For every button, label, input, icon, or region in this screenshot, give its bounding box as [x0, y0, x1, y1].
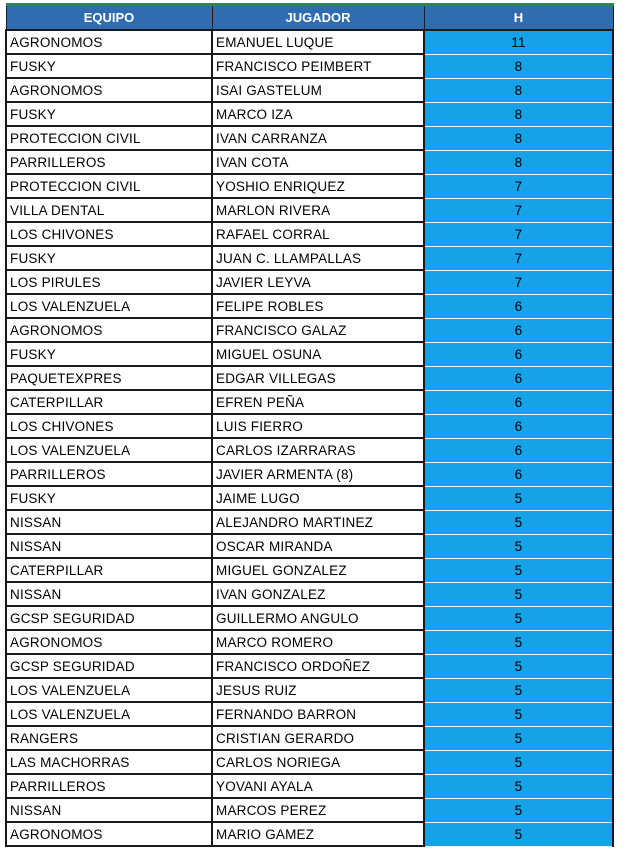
table-row — [6, 582, 613, 606]
cell-h[interactable]: 5 — [424, 558, 613, 582]
cell-jugador[interactable]: CRISTIAN GERARDO — [212, 726, 424, 750]
cell-jugador[interactable]: JESUS RUIZ — [212, 678, 424, 702]
table-row — [6, 390, 613, 414]
cell-equipo[interactable]: LAS MACHORRAS — [6, 750, 212, 774]
header-h[interactable]: H — [424, 5, 613, 31]
cell-h[interactable]: 8 — [424, 78, 613, 102]
cell-h[interactable]: 5 — [424, 582, 613, 606]
cell-jugador[interactable]: FELIPE ROBLES — [212, 294, 424, 318]
cell-jugador[interactable]: EFREN PEÑA — [212, 390, 424, 414]
cell-h[interactable]: 5 — [424, 510, 613, 534]
cell-equipo[interactable]: NISSAN — [6, 582, 212, 606]
header-equipo[interactable]: EQUIPO — [6, 5, 212, 31]
cell-equipo[interactable]: AGRONOMOS — [6, 630, 212, 654]
cell-h[interactable]: 8 — [424, 126, 613, 150]
cell-jugador[interactable]: MIGUEL GONZALEZ — [212, 558, 424, 582]
table-row — [6, 486, 613, 510]
cell-jugador[interactable]: FRANCISCO ORDOÑEZ — [212, 654, 424, 678]
table-row — [6, 726, 613, 750]
cell-h[interactable]: 8 — [424, 102, 613, 126]
cell-jugador[interactable]: FRANCISCO PEIMBERT — [212, 54, 424, 78]
cell-h[interactable]: 5 — [424, 606, 613, 630]
cell-jugador[interactable]: MARCO ROMERO — [212, 630, 424, 654]
table-row — [6, 222, 613, 246]
cell-jugador[interactable]: JAIME LUGO — [212, 486, 424, 510]
cell-h[interactable]: 7 — [424, 270, 613, 294]
cell-h[interactable]: 7 — [424, 174, 613, 198]
cell-h[interactable]: 6 — [424, 462, 613, 486]
table-row — [6, 798, 613, 822]
cell-h[interactable]: 5 — [424, 726, 613, 750]
cell-jugador[interactable]: FERNANDO BARRON — [212, 702, 424, 726]
table-row — [6, 54, 613, 78]
cell-jugador[interactable]: ISAI GASTELUM — [212, 78, 424, 102]
table-row — [6, 654, 613, 678]
cell-equipo[interactable]: FUSKY — [6, 342, 212, 366]
cell-h[interactable]: 7 — [424, 222, 613, 246]
cell-h[interactable]: 7 — [424, 198, 613, 222]
cell-jugador[interactable]: YOSHIO ENRIQUEZ — [212, 174, 424, 198]
cell-equipo[interactable]: NISSAN — [6, 510, 212, 534]
cell-equipo[interactable]: FUSKY — [6, 54, 212, 78]
cell-h[interactable]: 5 — [424, 702, 613, 726]
cell-equipo[interactable]: LOS CHIVONES — [6, 414, 212, 438]
table-row — [6, 534, 613, 558]
scorers-table — [5, 3, 614, 847]
cell-h[interactable]: 5 — [424, 486, 613, 510]
table-row — [6, 126, 613, 150]
cell-h[interactable]: 5 — [424, 534, 613, 558]
table-row — [6, 558, 613, 582]
cell-equipo[interactable]: CATERPILLAR — [6, 558, 212, 582]
table-row — [6, 270, 613, 294]
table-row — [6, 198, 613, 222]
table-row — [6, 102, 613, 126]
cell-jugador[interactable]: IVAN COTA — [212, 150, 424, 174]
table-row — [6, 774, 613, 798]
table-row — [6, 462, 613, 486]
cell-h[interactable]: 8 — [424, 150, 613, 174]
header-jugador[interactable]: JUGADOR — [212, 5, 424, 31]
cell-h[interactable]: 7 — [424, 246, 613, 270]
cell-equipo[interactable]: LOS VALENZUELA — [6, 678, 212, 702]
cell-jugador[interactable]: RAFAEL CORRAL — [212, 222, 424, 246]
cell-equipo[interactable]: GCSP SEGURIDAD — [6, 654, 212, 678]
cell-h[interactable]: 5 — [424, 774, 613, 798]
cell-h[interactable]: 5 — [424, 798, 613, 822]
cell-equipo[interactable]: PROTECCION CIVIL — [6, 174, 212, 198]
cell-jugador[interactable]: EMANUEL LUQUE — [212, 30, 424, 54]
cell-jugador[interactable]: LUIS FIERRO — [212, 414, 424, 438]
cell-jugador[interactable]: MARCO IZA — [212, 102, 424, 126]
header-row — [6, 5, 613, 31]
cell-jugador[interactable]: JAVIER ARMENTA (8) — [212, 462, 424, 486]
cell-jugador[interactable]: FRANCISCO GALAZ — [212, 318, 424, 342]
cell-h[interactable]: 11 — [424, 30, 613, 54]
table-row — [6, 30, 613, 54]
table-row — [6, 78, 613, 102]
table-row — [6, 630, 613, 654]
cell-equipo[interactable]: CATERPILLAR — [6, 390, 212, 414]
table-body — [6, 30, 613, 846]
cell-jugador[interactable]: CARLOS NORIEGA — [212, 750, 424, 774]
cell-equipo[interactable]: LOS VALENZUELA — [6, 294, 212, 318]
cell-h[interactable]: 5 — [424, 654, 613, 678]
cell-equipo[interactable]: GCSP SEGURIDAD — [6, 606, 212, 630]
cell-jugador[interactable]: ALEJANDRO MARTINEZ — [212, 510, 424, 534]
cell-jugador[interactable]: IVAN CARRANZA — [212, 126, 424, 150]
table-row — [6, 678, 613, 702]
table-row — [6, 246, 613, 270]
cell-h[interactable]: 5 — [424, 822, 613, 846]
cell-jugador[interactable]: MARCOS PEREZ — [212, 798, 424, 822]
table-row — [6, 510, 613, 534]
cell-equipo[interactable]: LOS VALENZUELA — [6, 702, 212, 726]
cell-equipo[interactable]: FUSKY — [6, 486, 212, 510]
cell-equipo[interactable]: PARRILLEROS — [6, 150, 212, 174]
cell-equipo[interactable]: PAQUETEXPRES — [6, 366, 212, 390]
cell-equipo[interactable]: FUSKY — [6, 246, 212, 270]
cell-h[interactable]: 8 — [424, 54, 613, 78]
table-row — [6, 702, 613, 726]
table-row — [6, 342, 613, 366]
cell-h[interactable]: 6 — [424, 318, 613, 342]
cell-jugador[interactable]: JUAN C. LLAMPALLAS — [212, 246, 424, 270]
cell-equipo[interactable]: VILLA DENTAL — [6, 198, 212, 222]
spreadsheet — [5, 3, 612, 847]
cell-equipo[interactable]: AGRONOMOS — [6, 822, 212, 846]
table-row — [6, 366, 613, 390]
table-row — [6, 822, 613, 846]
cell-equipo[interactable]: NISSAN — [6, 798, 212, 822]
cell-equipo[interactable]: PARRILLEROS — [6, 462, 212, 486]
cell-equipo[interactable]: AGRONOMOS — [6, 318, 212, 342]
cell-equipo[interactable]: FUSKY — [6, 102, 212, 126]
cell-h[interactable]: 5 — [424, 678, 613, 702]
table-row — [6, 174, 613, 198]
cell-jugador[interactable]: OSCAR MIRANDA — [212, 534, 424, 558]
cell-equipo[interactable]: LOS VALENZUELA — [6, 438, 212, 462]
cell-jugador[interactable]: EDGAR VILLEGAS — [212, 366, 424, 390]
cell-h[interactable]: 6 — [424, 342, 613, 366]
cell-h[interactable]: 5 — [424, 630, 613, 654]
cell-equipo[interactable]: AGRONOMOS — [6, 78, 212, 102]
cell-equipo[interactable]: AGRONOMOS — [6, 30, 212, 54]
cell-jugador[interactable]: GUILLERMO ANGULO — [212, 606, 424, 630]
cell-h[interactable]: 6 — [424, 390, 613, 414]
table-row — [6, 750, 613, 774]
cell-jugador[interactable]: MARIO GAMEZ — [212, 822, 424, 846]
cell-equipo[interactable]: LOS PIRULES — [6, 270, 212, 294]
table-row — [6, 606, 613, 630]
cell-equipo[interactable]: PROTECCION CIVIL — [6, 126, 212, 150]
cell-h[interactable]: 5 — [424, 750, 613, 774]
table-row — [6, 150, 613, 174]
cell-h[interactable]: 6 — [424, 366, 613, 390]
cell-jugador[interactable]: CARLOS IZARRARAS — [212, 438, 424, 462]
cell-equipo[interactable]: RANGERS — [6, 726, 212, 750]
cell-h[interactable]: 6 — [424, 294, 613, 318]
table-row — [6, 318, 613, 342]
table-row — [6, 438, 613, 462]
cell-jugador[interactable]: YOVANI AYALA — [212, 774, 424, 798]
table-row — [6, 414, 613, 438]
cell-equipo[interactable]: NISSAN — [6, 534, 212, 558]
cell-h[interactable]: 6 — [424, 438, 613, 462]
table-header — [6, 5, 613, 31]
cell-equipo[interactable]: LOS CHIVONES — [6, 222, 212, 246]
cell-jugador[interactable]: MARLON RIVERA — [212, 198, 424, 222]
table-row — [6, 294, 613, 318]
cell-jugador[interactable]: MIGUEL OSUNA — [212, 342, 424, 366]
cell-jugador[interactable]: IVAN GONZALEZ — [212, 582, 424, 606]
cell-equipo[interactable]: PARRILLEROS — [6, 774, 212, 798]
cell-jugador[interactable]: JAVIER LEYVA — [212, 270, 424, 294]
cell-h[interactable]: 6 — [424, 414, 613, 438]
